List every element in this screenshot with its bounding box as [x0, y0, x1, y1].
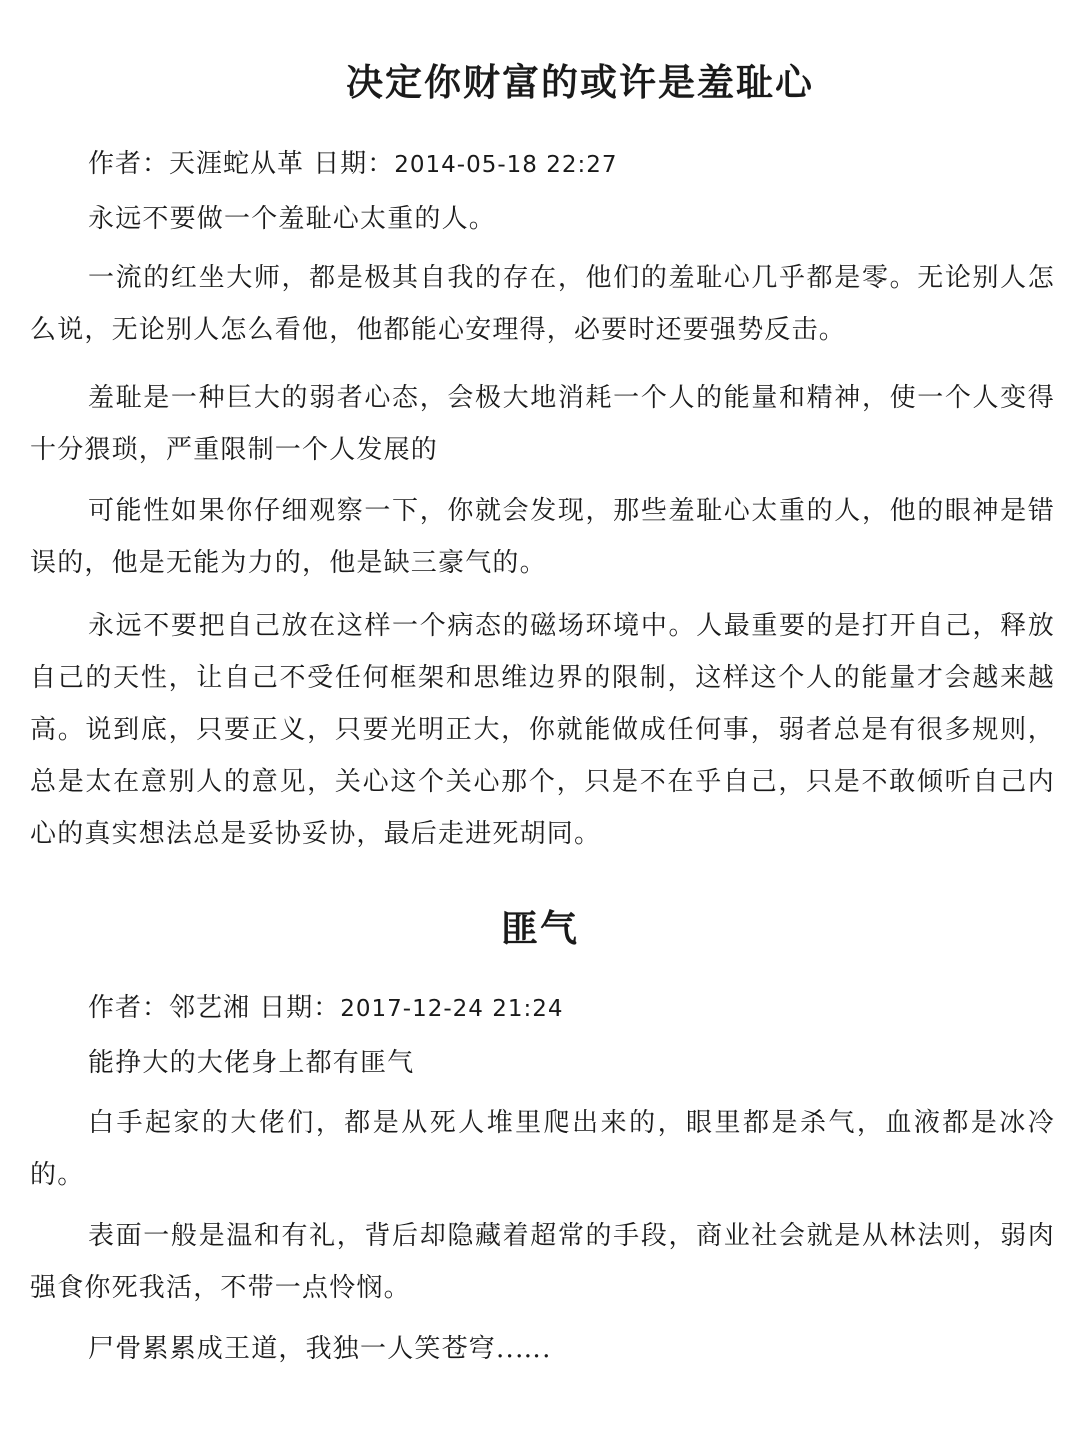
paragraph: 白手起家的大佬们，都是从死人堆里爬出来的，眼里都是杀气，血液都是冰冷的。: [30, 1108, 1055, 1190]
article-date: 2017-12-24 21:24: [340, 996, 564, 1022]
paragraph: 能挣大的大佬身上都有匪气: [88, 1048, 415, 1078]
article-meta: [88, 987, 564, 1024]
paragraph: 可能性如果你仔细观察一下，你就会发现，那些羞耻心太重的人，他的眼神是错误的，他是无能为力的，他是缺三豪气的。: [30, 496, 1055, 578]
article-title: 决定你财富的或许是羞耻心: [346, 61, 814, 104]
paragraph: 表面一般是温和有礼，背后却隐藏着超常的手段，商业社会就是从林法则，弱肉强食你死我活，不带一点怜悯。: [30, 1221, 1055, 1303]
article-date: 2014-05-18 22:27: [394, 152, 618, 178]
paragraph: 永远不要把自己放在这样一个病态的磁场环境中。人最重要的是打开自己，释放自己的天性，让自己不受任何框架和思维边界的限制，这样这个人的能量才会越来越高。说到底，只要正义，只要光明正大，你就能做成任何事，弱者总是有很多规则，总是太在意别人的意见，关心这个关心那个，只是不在乎自己，只是不敢倾听自己内心的真实想法总是妥协妥协，最后走进死胡同。: [30, 611, 1055, 849]
paragraph: 永远不要做一个羞耻心太重的人。: [88, 204, 497, 234]
paragraph: 一流的红坐大师，都是极其自我的存在，他们的羞耻心几乎都是零。无论别人怎么说，无论别人怎么看他，他都能心安理得，必要时还要强势反击。: [30, 263, 1055, 345]
article-title: 匪气: [501, 907, 579, 950]
paragraph: 尸骨累累成王道，我独一人笑苍穹..….: [88, 1334, 552, 1364]
paragraph: 羞耻是一种巨大的弱者心态，会极大地消耗一个人的能量和精神，使一个人变得十分猥琐，严重限制一个人发展的: [30, 383, 1055, 465]
article-meta: [88, 143, 618, 180]
author-label: 作者：邻艺湘 日期：: [88, 993, 341, 1023]
author-label: 作者：天涯蛇从革 日期：: [88, 149, 395, 179]
